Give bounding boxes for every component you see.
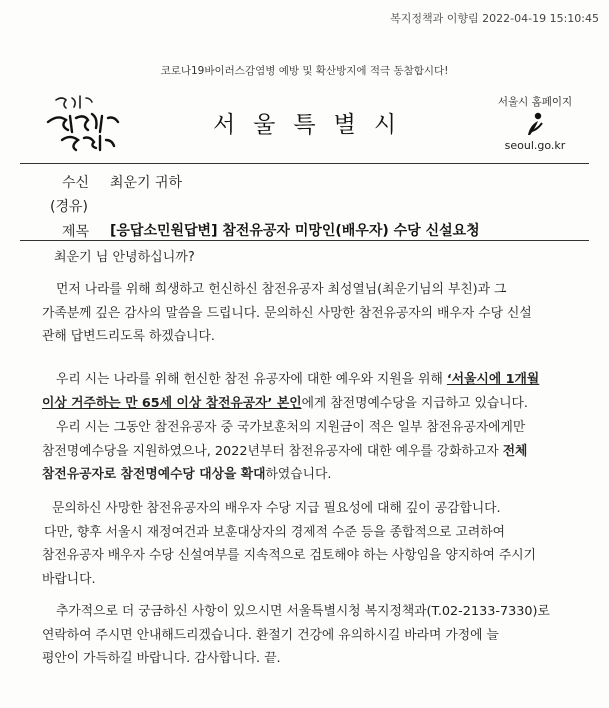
- paragraph-review: [42, 497, 582, 591]
- recipient-label: 수신: [62, 175, 90, 191]
- text-line: [42, 463, 582, 487]
- homepage-url: seoul.go.kr: [504, 139, 566, 152]
- emphasized-text: 참전유공자로 참전명예수당 대상을 확대: [42, 467, 266, 482]
- text-line: 우리 시는 그동안 참전유공자 중 국가보훈처의 지원금이 적은 일부 참전유공자에게만: [56, 420, 526, 435]
- emphasized-text: ‘서울시에 1개월: [446, 372, 540, 387]
- greeting: 최운기 님 안녕하십니까?: [54, 250, 195, 265]
- text-line: 평안이 가득하길 바랍니다. 감사합니다. 끝.: [42, 651, 281, 666]
- organization-title: 서울특별시: [212, 112, 415, 138]
- text-line: [42, 440, 582, 464]
- emphasized-text: 전체: [502, 443, 528, 459]
- via-label: (경유): [50, 199, 88, 215]
- text-line: 가족분께 깊은 감사의 말씀을 드립니다. 문의하신 사망한 참전유공자의 배우자 수당 신설: [42, 305, 532, 321]
- emphasized-text: 이상 거주하는 만 65세 이상 참전유공자’ 본인: [42, 395, 302, 411]
- text-line: 추가적으로 더 궁금하신 사항이 있으시면 서울특별시청 복지정책과(T.02-2133-7330)로: [56, 604, 550, 619]
- text-line: 관해 답변드리도록 하겠습니다.: [42, 329, 215, 344]
- text-segment: 우리 시는 나라를 위해 헌신한 참전 유공자에 대한 예우와 지원을 위해: [56, 372, 447, 387]
- seoul-symbol-icon: [524, 111, 546, 137]
- campaign-slogan: 코로나19바이러스감염병 예방 및 확산방지에 적극 동참합시다!: [160, 65, 449, 77]
- subject-label: 제목: [62, 224, 90, 240]
- text-segment: 참전명예수당을 지원하였으나, 2022년부터 참전유공자에 대한 예우를 강화하고자: [42, 443, 503, 459]
- paragraph-expansion: [42, 416, 582, 487]
- header-divider: [20, 163, 589, 164]
- subject-value: [응답소민원답변] 참전유공자 미망인(배우자) 수당 신설요청: [110, 223, 480, 239]
- text-line: 다만, 향후 서울시 재정여건과 보훈대상자의 경제적 수준 등을 종합적으로 고려하여: [44, 524, 505, 540]
- paragraph-current-support: [42, 368, 582, 415]
- text-line: 먼저 나라를 위해 희생하고 헌신하신 참전유공자 최성열님(최운기님의 부친)과 그: [56, 282, 507, 297]
- paragraph-intro: [42, 278, 582, 349]
- text-line: 문의하신 사망한 참전유공자의 배우자 수당 지급 필요성에 대해 깊이 공감합니다.: [52, 501, 501, 516]
- text-segment: 에게 참전명예수당을 지급하고 있습니다.: [301, 395, 528, 411]
- seoul-homepage-logo: [495, 94, 575, 152]
- homepage-label: 서울시 홈페이지: [497, 96, 573, 108]
- document-timestamp: 복지정책과 이향림 2022-04-19 15:10:45: [390, 12, 599, 25]
- text-line: [42, 392, 582, 416]
- recipient-value: 최운기 귀하: [110, 175, 183, 191]
- text-line: 참전유공자 배우자 수당 신설여부를 지속적으로 검토해야 하는 사항임을 양지하여 주시기: [42, 548, 536, 563]
- text-line: 바랍니다.: [42, 571, 96, 587]
- text-segment: 하였습니다.: [265, 467, 332, 482]
- paragraph-contact: [42, 600, 582, 671]
- text-line: 연락하여 주시면 안내해드리겠습니다. 환절기 건강에 유의하시길 바라며 가정에 늘: [42, 627, 499, 643]
- text-line: [42, 368, 582, 392]
- subject-divider: [20, 240, 589, 241]
